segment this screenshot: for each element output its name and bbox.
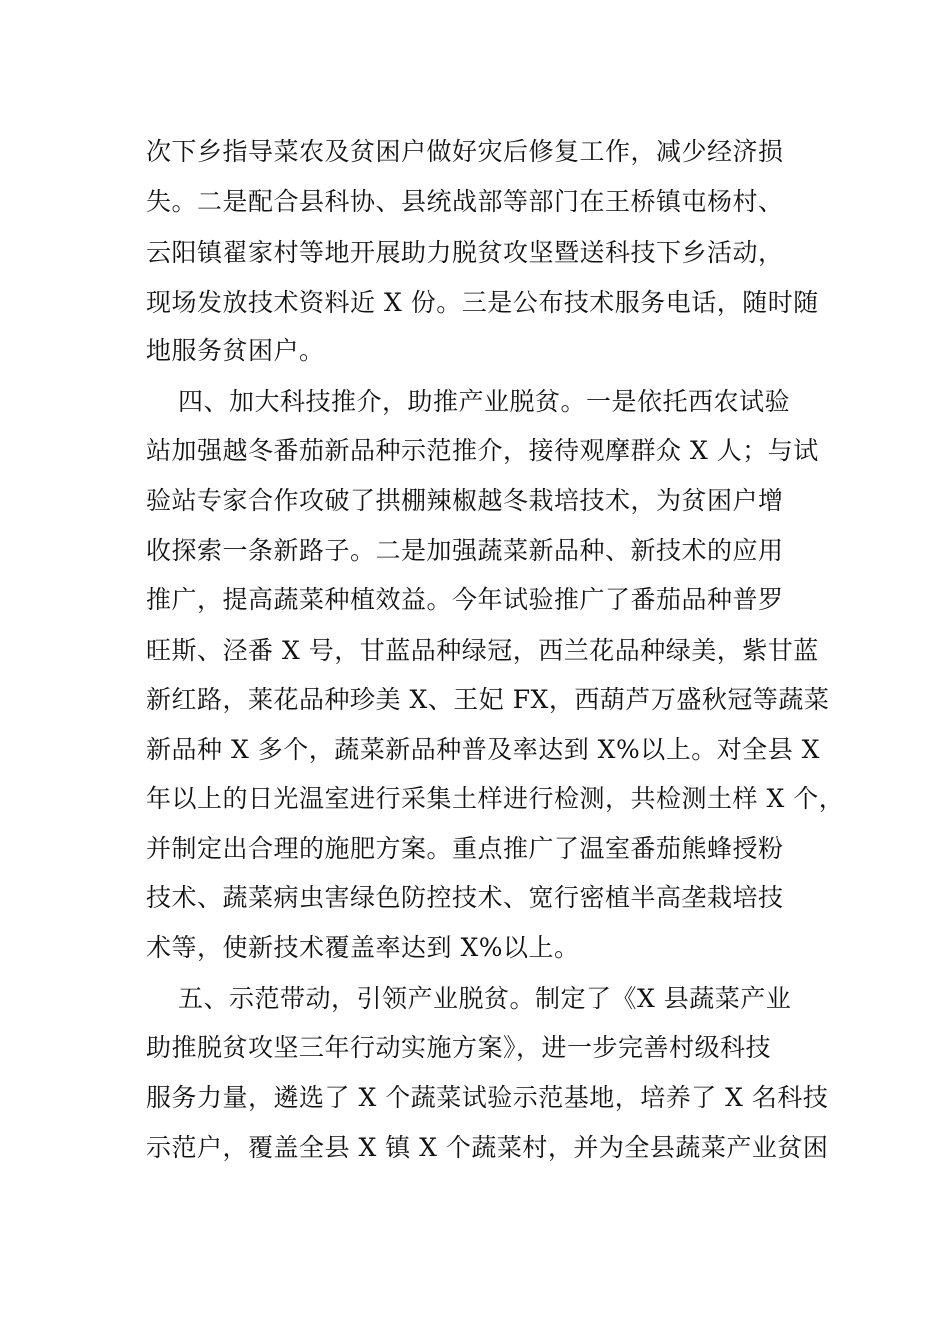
text-line: 失。二是配合县科协、县统战部等部门在王桥镇屯杨村、 bbox=[146, 187, 784, 216]
text-line: 助推脱贫攻坚三年行动实施方案》，进一步完善村级科技 bbox=[146, 1033, 772, 1062]
text-line: 示范户，覆盖全县 X 镇 X 个蔬菜村，并为全县蔬菜产业贫困 bbox=[146, 1133, 829, 1162]
text-line: 站加强越冬番茄新品种示范推介，接待观摩群众 X 人；与试 bbox=[146, 436, 819, 465]
text-line: 年以上的日光温室进行采集土样进行检测，共检测土样 X 个， bbox=[146, 784, 845, 813]
text-line: 云阳镇翟家村等地开展助力脱贫攻坚暨送科技下乡活动， bbox=[146, 238, 784, 267]
text-line: 次下乡指导菜农及贫困户做好灾后修复工作，减少经济损 bbox=[146, 137, 784, 166]
text-line: 推广，提高蔬菜种植效益。今年试验推广了番茄品种普罗 bbox=[146, 585, 784, 614]
text-line: 术等，使新技术覆盖率达到 X%以上。 bbox=[146, 933, 580, 962]
text-line: 现场发放技术资料近 X 份。三是公布技术服务电话，随时随 bbox=[146, 288, 819, 317]
text-line: 验站专家合作攻破了拱棚辣椒越冬栽培技术，为贫困户增 bbox=[146, 486, 784, 515]
text-line: 旺斯、泾番 X 号，甘蓝品种绿冠，西兰花品种绿美，紫甘蓝 bbox=[146, 636, 819, 665]
paragraph-heading-four: 四、加大科技推介，助推产业脱贫。一是依托西农试验 bbox=[178, 387, 791, 416]
text-line: 地服务贫困户。 bbox=[146, 336, 325, 365]
text-line: 新红路，莱花品种珍美 X、王妃 FX，西葫芦万盛秋冠等蔬菜 bbox=[146, 685, 830, 714]
text-line: 服务力量，遴选了 X 个蔬菜试验示范基地，培养了 X 名科技 bbox=[146, 1083, 829, 1112]
paragraph-heading-five: 五、示范带动，引领产业脱贫。制定了《X 县蔬菜产业 bbox=[178, 984, 792, 1013]
text-line: 技术、蔬菜病虫害绿色防控技术、宽行密植半高垄栽培技 bbox=[146, 883, 784, 912]
text-line: 并制定出合理的施肥方案。重点推广了温室番茄熊蜂授粉 bbox=[146, 834, 784, 863]
text-line: 收探索一条新路子。二是加强蔬菜新品种、新技术的应用 bbox=[146, 536, 784, 565]
text-line: 新品种 X 多个，蔬菜新品种普及率达到 X%以上。对全县 X bbox=[146, 735, 820, 764]
